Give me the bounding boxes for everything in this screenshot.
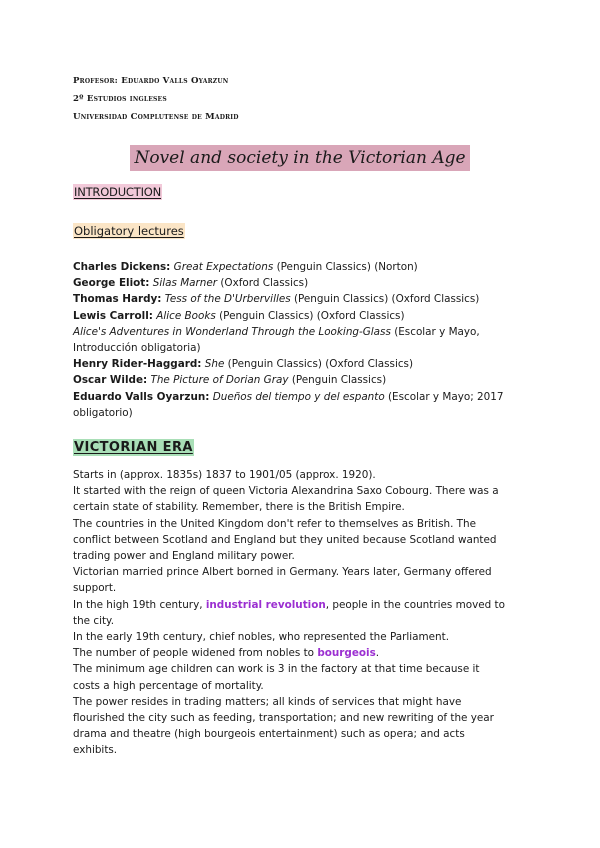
lecture-line xyxy=(73,275,543,291)
professor-line: Profesor: Eduardo Valls Oyarzun xyxy=(73,76,229,86)
victorian-era-heading-text: VICTORIAN ERA xyxy=(74,440,193,455)
victorian-era-body xyxy=(73,467,543,759)
title-wrapper xyxy=(0,145,600,171)
document-title: Novel and society in the Victorian Age xyxy=(130,145,469,171)
introduction-heading-text: INTRODUCTION xyxy=(74,185,162,199)
victorian-era-heading xyxy=(73,440,194,455)
lecture-edition: (Penguin Classics) (Oxford Classics) xyxy=(224,358,414,371)
keyword-highlight: bourgeois xyxy=(317,647,376,660)
lecture-author: Lewis Carroll: xyxy=(73,309,153,322)
obligatory-lectures-heading-text: Obligatory lectures xyxy=(74,224,184,238)
lecture-line xyxy=(73,372,543,388)
lecture-edition: (Oxford Classics) xyxy=(217,277,309,290)
obligatory-lectures-heading xyxy=(73,224,185,239)
paragraph-line: The countries in the United Kingdom don't refer to themselves as British. The xyxy=(73,517,476,530)
lecture-author: Henry Rider-Haggard: xyxy=(73,358,202,371)
lecture-line xyxy=(73,291,543,307)
lecture-line xyxy=(73,340,543,356)
lectures-list xyxy=(73,259,543,421)
paragraph-line: conflict between Scotland and England but they united because Scotland wanted xyxy=(73,533,497,546)
paragraph-line: The minimum age children can work is 3 in the factory at that time because it xyxy=(73,663,480,676)
lecture-line xyxy=(73,356,543,372)
paragraph-line: flourished the city such as feeding, transportation; and new rewriting of the year xyxy=(73,712,494,725)
paragraph-line: the city. xyxy=(73,614,114,627)
lecture-edition: (Penguin Classics) (Oxford Classics) xyxy=(290,293,480,306)
paragraph-line: In the early 19th century, chief nobles, who represented the Parliament. xyxy=(73,631,449,644)
lecture-author: Oscar Wilde: xyxy=(73,374,148,387)
lecture-title: The Picture of Dorian Gray xyxy=(150,374,289,387)
paragraph-line: certain state of stability. Remember, there is the British Empire. xyxy=(73,501,405,514)
lecture-edition: Introducción obligatoria) xyxy=(73,342,201,355)
paragraph-line: costs a high percentage of mortality. xyxy=(73,679,264,692)
lecture-line xyxy=(73,308,543,324)
paragraph-line xyxy=(73,645,543,661)
paragraph-line: drama and theatre (high bourgeois entertainment) such as opera; and acts xyxy=(73,728,465,741)
lecture-author: George Eliot: xyxy=(73,277,150,290)
paragraph-line: trading power and England military power. xyxy=(73,550,295,563)
lecture-edition: (Penguin Classics) xyxy=(288,374,387,387)
lecture-author: Charles Dickens: xyxy=(73,261,171,273)
lecture-edition: (Escolar y Mayo, xyxy=(390,325,480,338)
paragraph-line: Victorian married prince Albert borned in Germany. Years later, Germany offered xyxy=(73,566,492,579)
course-line: 2º Estudios ingleses xyxy=(73,94,167,104)
paragraph-line: It started with the reign of queen Victoria Alexandrina Saxo Cobourg. There was a xyxy=(73,485,499,498)
lecture-title: She xyxy=(204,358,225,371)
lecture-title: Alice Books xyxy=(156,309,216,322)
paragraph-line xyxy=(73,597,543,613)
lecture-line xyxy=(73,259,543,275)
lecture-title: Tess of the D'Urbervilles xyxy=(164,293,291,306)
line-text: In the high 19th century, xyxy=(73,598,206,611)
lecture-line xyxy=(73,405,543,421)
lecture-edition: (Escolar y Mayo; 2017 xyxy=(384,390,504,403)
paragraph-line: Starts in (approx. 1835s) 1837 to 1901/05 (approx. 1920). xyxy=(73,469,376,481)
line-text: , people in the countries moved to xyxy=(325,598,505,611)
paragraph-line: exhibits. xyxy=(73,744,118,757)
header-block xyxy=(73,72,239,126)
lecture-edition: obligatorio) xyxy=(73,406,133,419)
line-text: The number of people widened from nobles to xyxy=(73,647,318,660)
lecture-line xyxy=(73,389,543,405)
paragraph-line: support. xyxy=(73,582,117,595)
introduction-heading xyxy=(73,185,162,200)
lecture-title: Silas Marner xyxy=(152,277,218,290)
lecture-author: Eduardo Valls Oyarzun: xyxy=(73,390,210,403)
lecture-line xyxy=(73,324,543,340)
paragraph-line: The power resides in trading matters; all kinds of services that might have xyxy=(73,695,462,708)
lecture-title: Great Expectations xyxy=(173,261,274,273)
lecture-edition: (Penguin Classics) (Oxford Classics) xyxy=(215,309,405,322)
keyword-highlight: industrial revolution xyxy=(205,598,326,611)
line-text: . xyxy=(375,647,380,660)
university-line: Universidad Complutense de Madrid xyxy=(73,112,239,122)
lecture-title: Alice's Adventures in Wonderland Through the Looking-Glass xyxy=(73,325,391,338)
lecture-edition: (Penguin Classics) (Norton) xyxy=(273,261,418,273)
lecture-author: Thomas Hardy: xyxy=(73,293,162,306)
lecture-title: Dueños del tiempo y del espanto xyxy=(212,390,385,403)
